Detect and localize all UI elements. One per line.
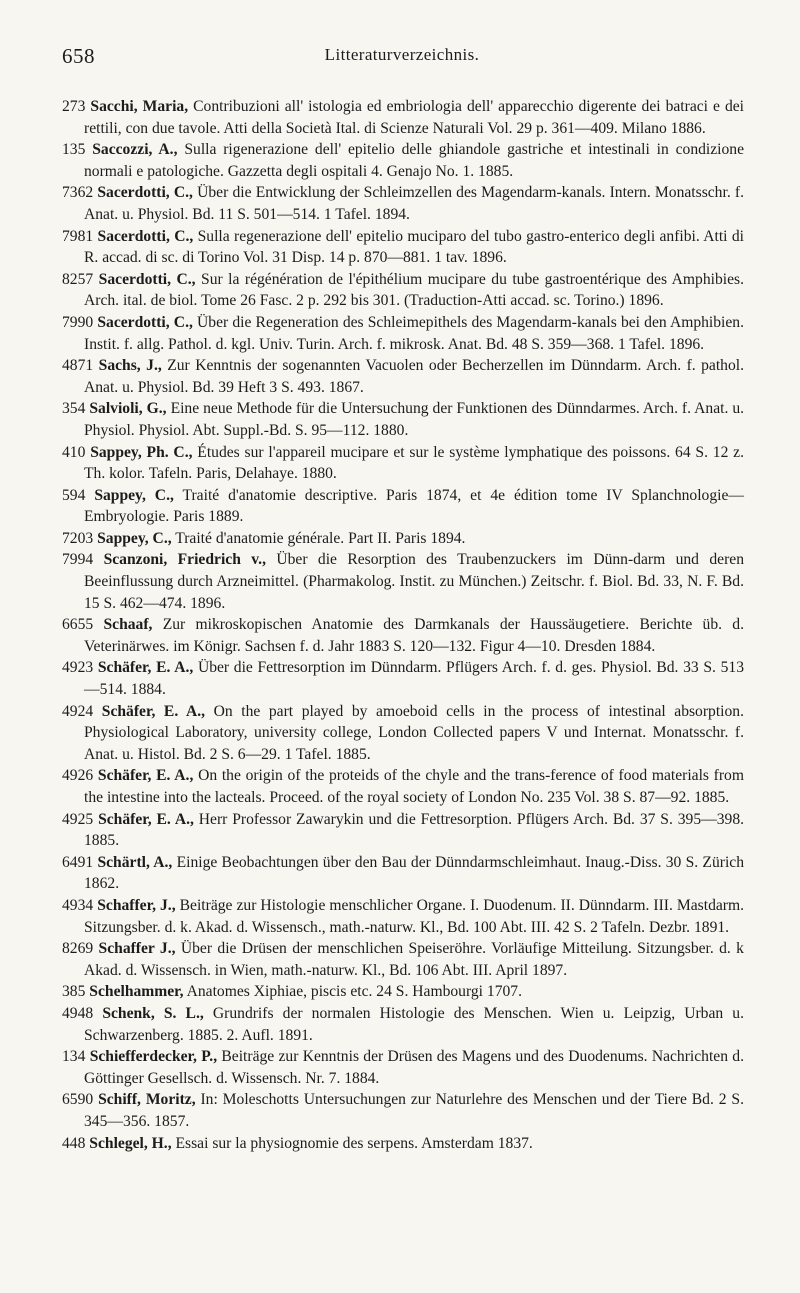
- bibliography-entry: [62, 269, 744, 312]
- entry-text: Traité d'anatomie générale. Part II. Paris 1894.: [175, 529, 466, 547]
- entry-text: Beiträge zur Kenntnis der Drüsen des Magens und des Duodenums. Nachrichten d. Göttinger Gesellsch. d. Wissensch. Nr. 7. 1884.: [84, 1048, 744, 1087]
- bibliography-entry: [62, 96, 744, 139]
- entry-number: 4923: [62, 659, 94, 677]
- entry-number: 410: [62, 443, 86, 461]
- entry-number: 8257: [62, 270, 94, 288]
- entry-number: 4948: [62, 1004, 94, 1022]
- entry-number: 6590: [62, 1091, 94, 1109]
- entry-author: Saccozzi, A.,: [92, 141, 178, 159]
- entry-text: Einige Beobachtungen über den Bau der Dünndarmschleimhaut. Inaug.-Diss. 30 S. Zürich 1862.: [84, 853, 744, 893]
- bibliography-entry: [62, 226, 744, 269]
- entry-number: 4924: [62, 702, 94, 720]
- bibliography-entry: [62, 355, 744, 398]
- bibliography-entry: [62, 852, 744, 895]
- entry-author: Schäfer, E. A.,: [98, 810, 194, 828]
- bibliography-entry: [62, 809, 744, 852]
- entry-number: 4934: [62, 896, 94, 914]
- bibliography-entry: [62, 981, 744, 1003]
- bibliography-entry: [62, 701, 744, 766]
- entry-text: Anatomes Xiphiae, piscis etc. 24 S. Hambourgi 1707.: [186, 983, 522, 1001]
- entry-text: Herr Professor Zawarykin und die Fettresorption. Pflügers Arch. Bd. 37 S. 395—398. 1885.: [84, 810, 745, 850]
- entry-author: Schaaf,: [103, 616, 153, 634]
- bibliography-entry: [62, 895, 744, 938]
- page-header: [62, 44, 742, 70]
- entry-author: Scanzoni, Friedrich v.,: [103, 551, 266, 569]
- entry-text: Traité d'anatomie descriptive. Paris 1874, et 4e édition tome IV Splanchnologie—Embryologie. Paris 1889.: [84, 486, 744, 526]
- entry-number: 135: [62, 141, 86, 159]
- entry-author: Schenk, S. L.,: [102, 1004, 204, 1022]
- entry-text: Études sur l'appareil mucipare et sur le système lymphatique des poissons. 64 S. 12 z. Th. kolor. Tafeln. Paris, Delahaye. 1880.: [84, 443, 744, 483]
- entry-text: Essai sur la physiognomie des serpens. Amsterdam 1837.: [175, 1134, 533, 1152]
- running-head: Litteraturverzeichnis.: [324, 45, 480, 64]
- entry-text: On the part played by amoeboid cells in the process of intestinal absorption. Physiological Laboratory, university college, London Collected papers V und Internat. Monatsschr. f. Anat. u. Histol. Bd. 2 S. 6—29. 1 Tafel. 1885.: [84, 702, 745, 763]
- entry-text: Contribuzioni all' istologia ed embriologia dell' apparecchio digerente dei batraci e dei rettili, con due tavole. Atti della Società Ital. di Scienze Naturali Vol. 29 p. 361—409. Milano 1886.: [84, 98, 744, 137]
- entry-number: 6491: [62, 853, 94, 871]
- entry-author: Sacerdotti, C.,: [97, 227, 194, 245]
- entry-author: Salvioli, G.,: [89, 400, 167, 418]
- entry-text: In: Moleschotts Untersuchungen zur Naturlehre des Menschen und der Tiere Bd. 2 S. 345—356. 1857.: [84, 1091, 744, 1130]
- bibliography-entry: [62, 657, 744, 700]
- entry-number: 385: [62, 983, 86, 1001]
- entry-text: On the origin of the proteids of the chyle and the trans-ference of food materials from the intestine into the lacteals. Proceed. of the royal society of London No. 235 Vol. 38 S. 87—92. 1885.: [84, 767, 744, 806]
- entry-author: Sappey, C.,: [97, 529, 172, 547]
- entry-number: 7990: [62, 313, 94, 331]
- entry-author: Sachs, J.,: [98, 357, 162, 375]
- entry-author: Schäfer, E. A.,: [97, 767, 194, 785]
- entry-text: Zur mikroskopischen Anatomie des Darmkanals der Haussäugetiere. Berichte üb. d. Veterinärwes. im Königr. Sachsen f. d. Jahr 1883 S. 120—132. Figur 4—10. Dresden 1884.: [84, 616, 745, 655]
- entry-number: 7981: [62, 227, 94, 245]
- entry-author: Sacchi, Maria,: [90, 98, 189, 115]
- entry-number: 4925: [62, 810, 94, 828]
- bibliography-entry: [62, 312, 744, 355]
- bibliography-entry: [62, 938, 744, 981]
- bibliography-list: [62, 96, 744, 1154]
- page-number: 658: [62, 44, 95, 68]
- entry-author: Schaffer J.,: [98, 940, 176, 958]
- bibliography-entry: [62, 765, 744, 808]
- entry-text: Beiträge zur Histologie menschlicher Organe. I. Duodenum. II. Dünndarm. III. Mastdarm. Sitzungsber. d. k. Akad. d. Wissensch., math.-naturw. Kl., Bd. 100 Abt. III. 42 S. 2 Tafeln. Dezbr. 1891.: [84, 896, 745, 936]
- entry-author: Schlegel, H.,: [89, 1134, 172, 1152]
- entry-author: Schiefferdecker, P.,: [89, 1048, 218, 1066]
- bibliography-entry: [62, 528, 744, 550]
- entry-number: 4871: [62, 357, 94, 375]
- entry-author: Schaffer, J.,: [97, 896, 176, 914]
- entry-number: 7362: [62, 184, 94, 202]
- entry-number: 594: [62, 486, 86, 504]
- bibliography-entry: [62, 549, 744, 614]
- entry-text: Grundrifs der normalen Histologie des Menschen. Wien u. Leipzig, Urban u. Schwarzenberg. 1885. 2. Aufl. 1891.: [84, 1004, 745, 1044]
- entry-number: 7994: [62, 551, 94, 569]
- entry-author: Sappey, Ph. C.,: [90, 443, 193, 461]
- entry-text: Eine neue Methode für die Untersuchung der Funktionen des Dünndarmes. Arch. f. Anat. u. Physiol. Physiol. Abt. Suppl.-Bd. S. 95—112. 1880.: [84, 400, 745, 439]
- entry-number: 4926: [62, 767, 94, 785]
- entry-author: Schäfer, E. A.,: [101, 702, 206, 720]
- entry-text: Zur Kenntnis der sogenannten Vacuolen oder Becherzellen im Dünndarm. Arch. f. pathol. Anat. u. Physiol. Bd. 39 Heft 3 S. 493. 1867.: [84, 357, 744, 396]
- entry-author: Sacerdotti, C.,: [98, 270, 196, 288]
- bibliography-entry: [62, 614, 744, 657]
- entry-number: 6655: [62, 616, 94, 634]
- entry-number: 273: [62, 98, 86, 115]
- entry-text: Über die Entwicklung der Schleimzellen des Magendarm-kanals. Intern. Monatsschr. f. Anat. u. Physiol. Bd. 11 S. 501—514. 1 Tafel. 1894.: [84, 184, 744, 223]
- entry-text: Sur la régénération de l'épithélium mucipare du tube gastroentérique des Amphibies. Arch. ital. de biol. Tome 26 Fasc. 2 p. 292 bis 301. (Traduction-Atti accad. sc. Torino.) 1896.: [84, 270, 744, 310]
- entry-text: Sulla regenerazione dell' epitelio muciparo del tubo gastro-enterico degli anfibi. Atti di R. accad. di sc. di Torino Vol. 31 Disp. 14 p. 870—881. 1 tav. 1896.: [84, 227, 744, 267]
- bibliography-entry: [62, 1133, 744, 1155]
- entry-author: Schäfer, E. A.,: [97, 659, 194, 677]
- entry-number: 8269: [62, 940, 94, 958]
- entry-text: Sulla rigenerazione dell' epitelio delle ghiandole gastriche et intestinali in condizione normali e patologiche. Gazzetta degli ospitali 4. Genajo No. 1. 1885.: [84, 141, 745, 180]
- entry-author: Sacerdotti, C.,: [97, 184, 193, 202]
- entry-number: 448: [62, 1134, 86, 1152]
- entry-text: Über die Resorption des Traubenzuckers im Dünn-darm und deren Beeinflussung durch Arzneimittel. (Pharmakolog. Instit. zu München.) Zeitschr. f. Biol. Bd. 33, N. F. Bd. 15 S. 462—474. 1896.: [84, 551, 744, 612]
- bibliography-entry: [62, 1046, 744, 1089]
- entry-text: Über die Drüsen der menschlichen Speiseröhre. Vorläufige Mitteilung. Sitzungsber. d. k Akad. d. Wissensch. in Wien, math.-naturw. Kl., Bd. 106 Abt. III. April 1897.: [84, 940, 744, 979]
- bibliography-entry: [62, 398, 744, 441]
- entry-author: Schärtl, A.,: [97, 853, 173, 871]
- entry-author: Sappey, C.,: [94, 486, 174, 504]
- entry-text: Über die Regeneration des Schleimepithels des Magendarm-kanals bei den Amphibien. Instit. f. allg. Pathol. d. kgl. Univ. Turin. Arch. f. mikrosk. Anat. Bd. 48 S. 359—368. 1 Tafel. 1896.: [84, 313, 745, 353]
- bibliography-entry: [62, 1003, 744, 1046]
- entry-text: Über die Fettresorption im Dünndarm. Pflügers Arch. f. d. ges. Physiol. Bd. 33 S. 513—514. 1884.: [84, 659, 745, 699]
- bibliography-entry: [62, 485, 744, 528]
- entry-number: 134: [62, 1048, 86, 1066]
- bibliography-entry: [62, 1089, 744, 1132]
- bibliography-entry: [62, 442, 744, 485]
- entry-author: Sacerdotti, C.,: [97, 313, 193, 331]
- entry-author: Schiff, Moritz,: [98, 1091, 196, 1109]
- bibliography-entry: [62, 182, 744, 225]
- entry-number: 354: [62, 400, 86, 418]
- bibliography-entry: [62, 139, 744, 182]
- entry-number: 7203: [62, 529, 94, 547]
- entry-author: Schelhammer,: [89, 983, 184, 1001]
